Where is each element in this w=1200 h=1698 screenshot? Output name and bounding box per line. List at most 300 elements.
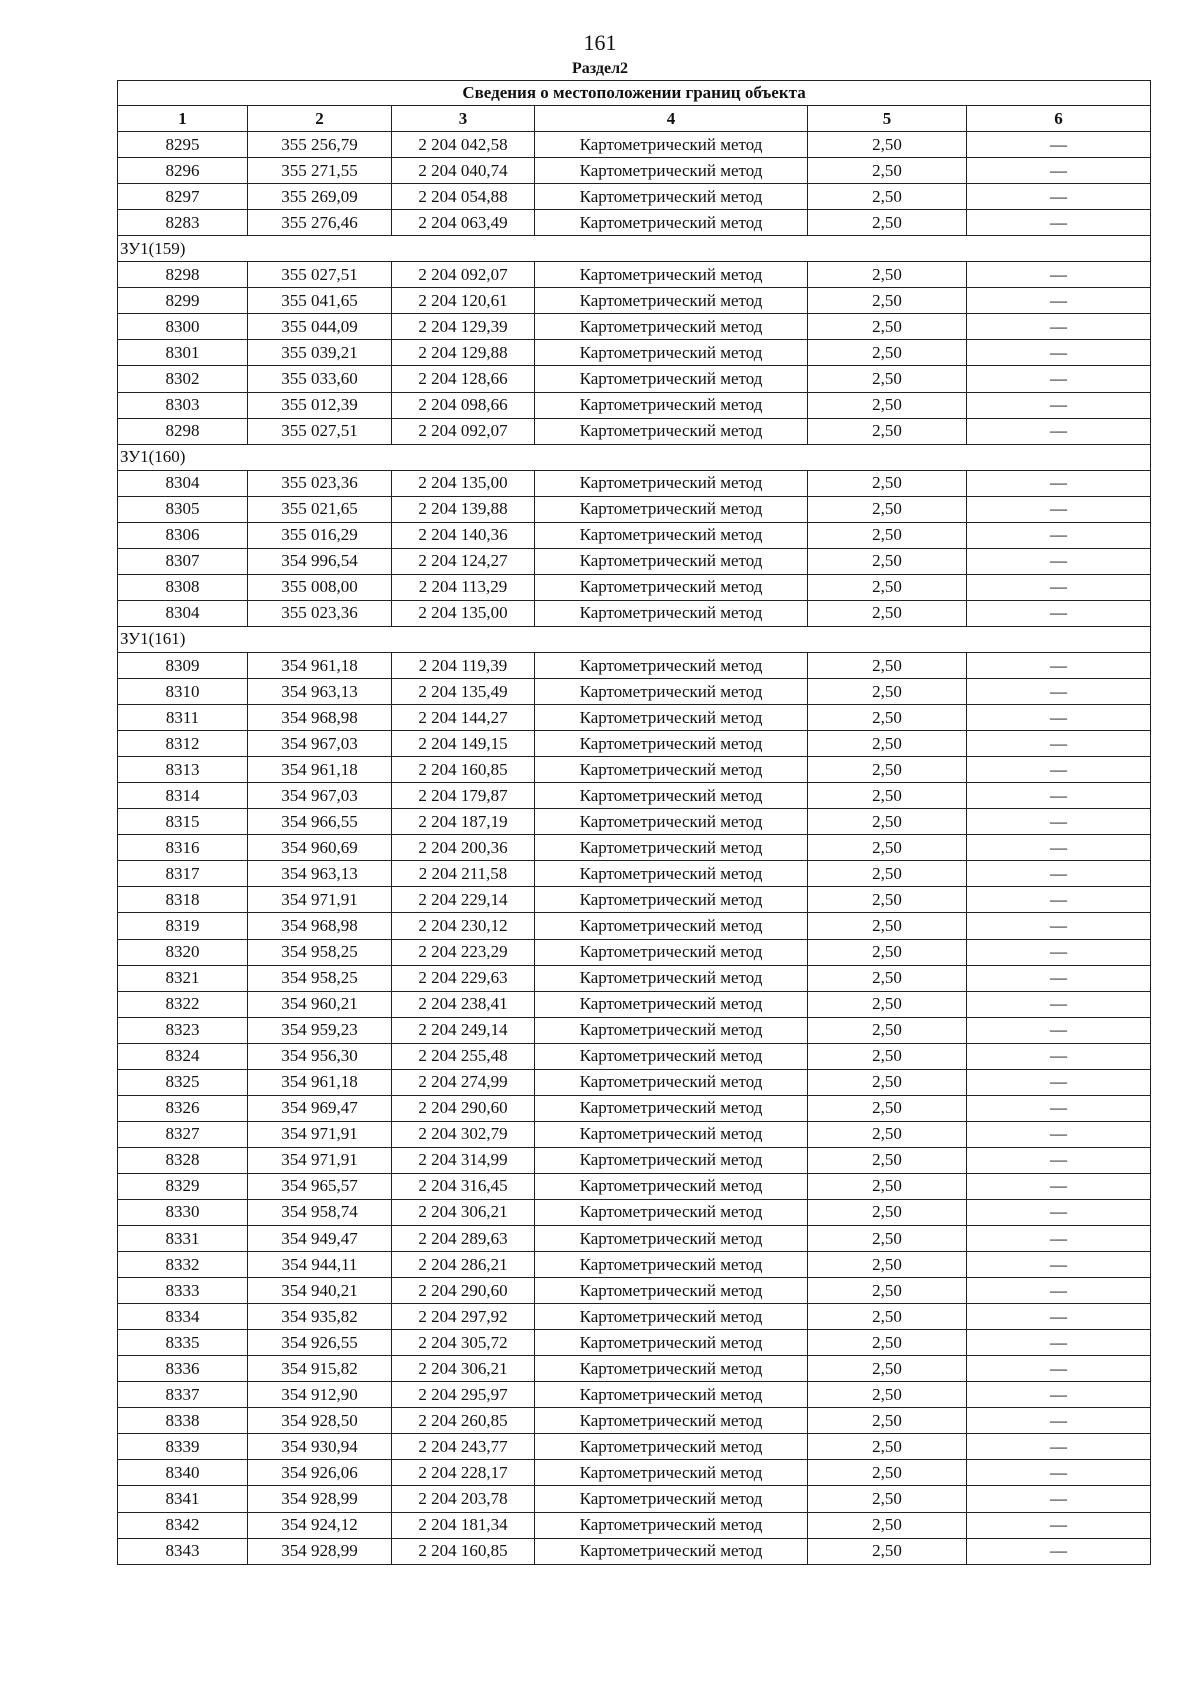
x-coordinate-cell: 354 926,06 [248,1460,392,1486]
table-row [118,522,1151,548]
table-row [118,1486,1151,1512]
precision-cell: 2,50 [808,522,967,548]
method-cell: Картометрический метод [535,835,808,861]
method-cell: Картометрический метод [535,783,808,809]
method-cell: Картометрический метод [535,1043,808,1069]
x-coordinate-cell: 354 971,91 [248,1147,392,1173]
table-row [118,861,1151,887]
point-number-cell: 8342 [118,1512,248,1538]
y-coordinate-cell: 2 204 135,49 [392,679,535,705]
x-coordinate-cell: 354 968,98 [248,913,392,939]
y-coordinate-cell: 2 204 211,58 [392,861,535,887]
description-cell: — [967,1043,1151,1069]
method-cell: Картометрический метод [535,1460,808,1486]
method-cell: Картометрический метод [535,705,808,731]
precision-cell: 2,50 [808,1095,967,1121]
x-coordinate-cell: 354 956,30 [248,1043,392,1069]
method-cell: Картометрический метод [535,757,808,783]
method-cell: Картометрический метод [535,913,808,939]
method-cell: Картометрический метод [535,1173,808,1199]
method-cell: Картометрический метод [535,574,808,600]
y-coordinate-cell: 2 204 135,00 [392,470,535,496]
point-number-cell: 8329 [118,1173,248,1199]
y-coordinate-cell: 2 204 098,66 [392,392,535,418]
x-coordinate-cell: 354 924,12 [248,1512,392,1538]
point-number-cell: 8335 [118,1330,248,1356]
description-cell: — [967,1408,1151,1434]
method-cell: Картометрический метод [535,1538,808,1564]
point-number-cell: 8332 [118,1252,248,1278]
description-cell: — [967,158,1151,184]
description-cell: — [967,470,1151,496]
y-coordinate-cell: 2 204 040,74 [392,158,535,184]
x-coordinate-cell: 354 963,13 [248,679,392,705]
y-coordinate-cell: 2 204 238,41 [392,991,535,1017]
table-row [118,574,1151,600]
precision-cell: 2,50 [808,470,967,496]
point-number-cell: 8337 [118,1382,248,1408]
method-cell: Картометрический метод [535,1434,808,1460]
table-row [118,314,1151,340]
precision-cell: 2,50 [808,1512,967,1538]
description-cell: — [967,600,1151,626]
y-coordinate-cell: 2 204 092,07 [392,262,535,288]
description-cell: — [967,1173,1151,1199]
y-coordinate-cell: 2 204 042,58 [392,132,535,158]
table-row [118,1460,1151,1486]
y-coordinate-cell: 2 204 223,29 [392,939,535,965]
y-coordinate-cell: 2 204 230,12 [392,913,535,939]
precision-cell: 2,50 [808,1278,967,1304]
description-cell: — [967,1382,1151,1408]
x-coordinate-cell: 354 968,98 [248,705,392,731]
method-cell: Картометрический метод [535,652,808,678]
table-row [118,366,1151,392]
description-cell: — [967,1278,1151,1304]
precision-cell: 2,50 [808,158,967,184]
description-cell: — [967,340,1151,366]
precision-cell: 2,50 [808,1147,967,1173]
y-coordinate-cell: 2 204 113,29 [392,574,535,600]
precision-cell: 2,50 [808,1486,967,1512]
point-number-cell: 8326 [118,1095,248,1121]
y-coordinate-cell: 2 204 139,88 [392,496,535,522]
description-cell: — [967,548,1151,574]
description-cell: — [967,496,1151,522]
table-row [118,600,1151,626]
x-coordinate-cell: 354 963,13 [248,861,392,887]
precision-cell: 2,50 [808,1460,967,1486]
description-cell: — [967,705,1151,731]
point-number-cell: 8343 [118,1538,248,1564]
precision-cell: 2,50 [808,184,967,210]
y-coordinate-cell: 2 204 119,39 [392,652,535,678]
y-coordinate-cell: 2 204 243,77 [392,1434,535,1460]
y-coordinate-cell: 2 204 274,99 [392,1069,535,1095]
x-coordinate-cell: 354 915,82 [248,1356,392,1382]
y-coordinate-cell: 2 204 316,45 [392,1173,535,1199]
precision-cell: 2,50 [808,1408,967,1434]
table-row [118,1512,1151,1538]
y-coordinate-cell: 2 204 255,48 [392,1043,535,1069]
table-row [118,158,1151,184]
description-cell: — [967,679,1151,705]
description-cell: — [967,132,1151,158]
point-number-cell: 8296 [118,158,248,184]
method-cell: Картометрический метод [535,679,808,705]
precision-cell: 2,50 [808,366,967,392]
precision-cell: 2,50 [808,340,967,366]
point-number-cell: 8327 [118,1121,248,1147]
x-coordinate-cell: 354 961,18 [248,757,392,783]
point-number-cell: 8322 [118,991,248,1017]
method-cell: Картометрический метод [535,522,808,548]
method-cell: Картометрический метод [535,1304,808,1330]
description-cell: — [967,1330,1151,1356]
description-cell: — [967,210,1151,236]
table-row [118,1043,1151,1069]
table-row [118,262,1151,288]
table-row [118,965,1151,991]
point-number-cell: 8338 [118,1408,248,1434]
y-coordinate-cell: 2 204 179,87 [392,783,535,809]
point-number-cell: 8310 [118,679,248,705]
point-number-cell: 8303 [118,392,248,418]
precision-cell: 2,50 [808,1382,967,1408]
x-coordinate-cell: 355 023,36 [248,600,392,626]
group-row [118,236,1151,262]
x-coordinate-cell: 354 928,50 [248,1408,392,1434]
method-cell: Картометрический метод [535,470,808,496]
precision-cell: 2,50 [808,288,967,314]
table-body [118,132,1151,1565]
precision-cell: 2,50 [808,132,967,158]
description-cell: — [967,809,1151,835]
method-cell: Картометрический метод [535,1017,808,1043]
point-number-cell: 8339 [118,1434,248,1460]
table-row [118,340,1151,366]
point-number-cell: 8312 [118,731,248,757]
point-number-cell: 8318 [118,887,248,913]
x-coordinate-cell: 355 021,65 [248,496,392,522]
parcel-group-label: ЗУ1(159) [118,236,1151,262]
description-cell: — [967,392,1151,418]
method-cell: Картометрический метод [535,1486,808,1512]
table-row [118,1226,1151,1252]
column-header: 3 [392,106,535,132]
y-coordinate-cell: 2 204 160,85 [392,757,535,783]
method-cell: Картометрический метод [535,861,808,887]
point-number-cell: 8297 [118,184,248,210]
precision-cell: 2,50 [808,1330,967,1356]
description-cell: — [967,418,1151,444]
group-row [118,626,1151,652]
table-title: Сведения о местоположении границ объекта [118,81,1151,106]
x-coordinate-cell: 354 969,47 [248,1095,392,1121]
x-coordinate-cell: 355 041,65 [248,288,392,314]
x-coordinate-cell: 354 959,23 [248,1017,392,1043]
x-coordinate-cell: 355 044,09 [248,314,392,340]
table-row [118,1356,1151,1382]
precision-cell: 2,50 [808,913,967,939]
point-number-cell: 8298 [118,418,248,444]
table-row [118,132,1151,158]
method-cell: Картометрический метод [535,288,808,314]
y-coordinate-cell: 2 204 129,88 [392,340,535,366]
description-cell: — [967,1147,1151,1173]
x-coordinate-cell: 354 958,25 [248,965,392,991]
method-cell: Картометрический метод [535,731,808,757]
point-number-cell: 8304 [118,600,248,626]
method-cell: Картометрический метод [535,366,808,392]
precision-cell: 2,50 [808,887,967,913]
method-cell: Картометрический метод [535,1356,808,1382]
method-cell: Картометрический метод [535,158,808,184]
method-cell: Картометрический метод [535,1252,808,1278]
table-header [118,81,1151,132]
point-number-cell: 8330 [118,1199,248,1225]
method-cell: Картометрический метод [535,1408,808,1434]
point-number-cell: 8283 [118,210,248,236]
description-cell: — [967,366,1151,392]
description-cell: — [967,861,1151,887]
description-cell: — [967,939,1151,965]
table-row [118,1304,1151,1330]
precision-cell: 2,50 [808,1121,967,1147]
table-row [118,913,1151,939]
table-row [118,548,1151,574]
method-cell: Картометрический метод [535,1330,808,1356]
x-coordinate-cell: 355 256,79 [248,132,392,158]
method-cell: Картометрический метод [535,184,808,210]
description-cell: — [967,1538,1151,1564]
y-coordinate-cell: 2 204 124,27 [392,548,535,574]
y-coordinate-cell: 2 204 297,92 [392,1304,535,1330]
table-row [118,392,1151,418]
y-coordinate-cell: 2 204 228,17 [392,1460,535,1486]
precision-cell: 2,50 [808,783,967,809]
table-row [118,1199,1151,1225]
description-cell: — [967,887,1151,913]
y-coordinate-cell: 2 204 129,39 [392,314,535,340]
description-cell: — [967,262,1151,288]
table-row [118,1121,1151,1147]
table-row [118,757,1151,783]
point-number-cell: 8307 [118,548,248,574]
point-number-cell: 8320 [118,939,248,965]
x-coordinate-cell: 355 012,39 [248,392,392,418]
x-coordinate-cell: 355 023,36 [248,470,392,496]
parcel-group-label: ЗУ1(160) [118,444,1151,470]
method-cell: Картометрический метод [535,496,808,522]
y-coordinate-cell: 2 204 054,88 [392,184,535,210]
y-coordinate-cell: 2 204 249,14 [392,1017,535,1043]
method-cell: Картометрический метод [535,1278,808,1304]
precision-cell: 2,50 [808,548,967,574]
description-cell: — [967,1199,1151,1225]
x-coordinate-cell: 355 269,09 [248,184,392,210]
x-coordinate-cell: 354 960,69 [248,835,392,861]
method-cell: Картометрический метод [535,887,808,913]
y-coordinate-cell: 2 204 140,36 [392,522,535,548]
y-coordinate-cell: 2 204 302,79 [392,1121,535,1147]
x-coordinate-cell: 355 016,29 [248,522,392,548]
x-coordinate-cell: 355 276,46 [248,210,392,236]
point-number-cell: 8311 [118,705,248,731]
y-coordinate-cell: 2 204 314,99 [392,1147,535,1173]
x-coordinate-cell: 354 940,21 [248,1278,392,1304]
point-number-cell: 8302 [118,366,248,392]
method-cell: Картометрический метод [535,991,808,1017]
y-coordinate-cell: 2 204 290,60 [392,1095,535,1121]
method-cell: Картометрический метод [535,418,808,444]
table-caption-row [118,81,1151,106]
x-coordinate-cell: 355 039,21 [248,340,392,366]
precision-cell: 2,50 [808,835,967,861]
precision-cell: 2,50 [808,1199,967,1225]
method-cell: Картометрический метод [535,1121,808,1147]
method-cell: Картометрический метод [535,939,808,965]
point-number-cell: 8341 [118,1486,248,1512]
precision-cell: 2,50 [808,418,967,444]
method-cell: Картометрический метод [535,1199,808,1225]
description-cell: — [967,522,1151,548]
y-coordinate-cell: 2 204 200,36 [392,835,535,861]
x-coordinate-cell: 354 944,11 [248,1252,392,1278]
method-cell: Картометрический метод [535,132,808,158]
y-coordinate-cell: 2 204 306,21 [392,1356,535,1382]
point-number-cell: 8324 [118,1043,248,1069]
table-row [118,1252,1151,1278]
point-number-cell: 8295 [118,132,248,158]
x-coordinate-cell: 355 008,00 [248,574,392,600]
precision-cell: 2,50 [808,1434,967,1460]
point-number-cell: 8313 [118,757,248,783]
point-number-cell: 8306 [118,522,248,548]
method-cell: Картометрический метод [535,1095,808,1121]
x-coordinate-cell: 355 027,51 [248,262,392,288]
precision-cell: 2,50 [808,314,967,340]
table-row [118,1538,1151,1564]
point-number-cell: 8321 [118,965,248,991]
table-row [118,1069,1151,1095]
description-cell: — [967,1095,1151,1121]
point-number-cell: 8298 [118,262,248,288]
x-coordinate-cell: 354 949,47 [248,1226,392,1252]
method-cell: Картометрический метод [535,210,808,236]
column-header: 1 [118,106,248,132]
precision-cell: 2,50 [808,679,967,705]
method-cell: Картометрический метод [535,340,808,366]
x-coordinate-cell: 355 027,51 [248,418,392,444]
method-cell: Картометрический метод [535,392,808,418]
table-row [118,1173,1151,1199]
precision-cell: 2,50 [808,392,967,418]
point-number-cell: 8308 [118,574,248,600]
x-coordinate-cell: 354 966,55 [248,809,392,835]
description-cell: — [967,835,1151,861]
description-cell: — [967,731,1151,757]
table-row [118,835,1151,861]
precision-cell: 2,50 [808,991,967,1017]
y-coordinate-cell: 2 204 160,85 [392,1538,535,1564]
y-coordinate-cell: 2 204 128,66 [392,366,535,392]
table-row [118,731,1151,757]
column-header: 5 [808,106,967,132]
method-cell: Картометрический метод [535,1069,808,1095]
x-coordinate-cell: 354 935,82 [248,1304,392,1330]
precision-cell: 2,50 [808,757,967,783]
y-coordinate-cell: 2 204 063,49 [392,210,535,236]
boundary-coordinates-table [117,80,1151,1565]
column-header: 2 [248,106,392,132]
description-cell: — [967,652,1151,678]
point-number-cell: 8319 [118,913,248,939]
description-cell: — [967,1226,1151,1252]
precision-cell: 2,50 [808,705,967,731]
table-row [118,210,1151,236]
table-row [118,1382,1151,1408]
precision-cell: 2,50 [808,652,967,678]
precision-cell: 2,50 [808,210,967,236]
column-header: 6 [967,106,1151,132]
description-cell: — [967,1252,1151,1278]
point-number-cell: 8333 [118,1278,248,1304]
x-coordinate-cell: 354 926,55 [248,1330,392,1356]
x-coordinate-cell: 354 928,99 [248,1486,392,1512]
y-coordinate-cell: 2 204 305,72 [392,1330,535,1356]
y-coordinate-cell: 2 204 120,61 [392,288,535,314]
precision-cell: 2,50 [808,965,967,991]
y-coordinate-cell: 2 204 203,78 [392,1486,535,1512]
precision-cell: 2,50 [808,1538,967,1564]
point-number-cell: 8315 [118,809,248,835]
method-cell: Картометрический метод [535,965,808,991]
x-coordinate-cell: 355 033,60 [248,366,392,392]
precision-cell: 2,50 [808,809,967,835]
table-row [118,184,1151,210]
table-row [118,705,1151,731]
table-row [118,1330,1151,1356]
description-cell: — [967,757,1151,783]
description-cell: — [967,1512,1151,1538]
precision-cell: 2,50 [808,1017,967,1043]
table-row [118,1278,1151,1304]
y-coordinate-cell: 2 204 289,63 [392,1226,535,1252]
precision-cell: 2,50 [808,939,967,965]
point-number-cell: 8317 [118,861,248,887]
x-coordinate-cell: 354 967,03 [248,731,392,757]
column-header: 4 [535,106,808,132]
y-coordinate-cell: 2 204 149,15 [392,731,535,757]
precision-cell: 2,50 [808,496,967,522]
method-cell: Картометрический метод [535,1147,808,1173]
column-number-row [118,106,1151,132]
y-coordinate-cell: 2 204 187,19 [392,809,535,835]
description-cell: — [967,1356,1151,1382]
description-cell: — [967,1460,1151,1486]
x-coordinate-cell: 354 961,18 [248,1069,392,1095]
precision-cell: 2,50 [808,1043,967,1069]
description-cell: — [967,288,1151,314]
table-row [118,679,1151,705]
x-coordinate-cell: 354 967,03 [248,783,392,809]
precision-cell: 2,50 [808,861,967,887]
table-row [118,1017,1151,1043]
table-row [118,470,1151,496]
table-row [118,496,1151,522]
x-coordinate-cell: 354 965,57 [248,1173,392,1199]
